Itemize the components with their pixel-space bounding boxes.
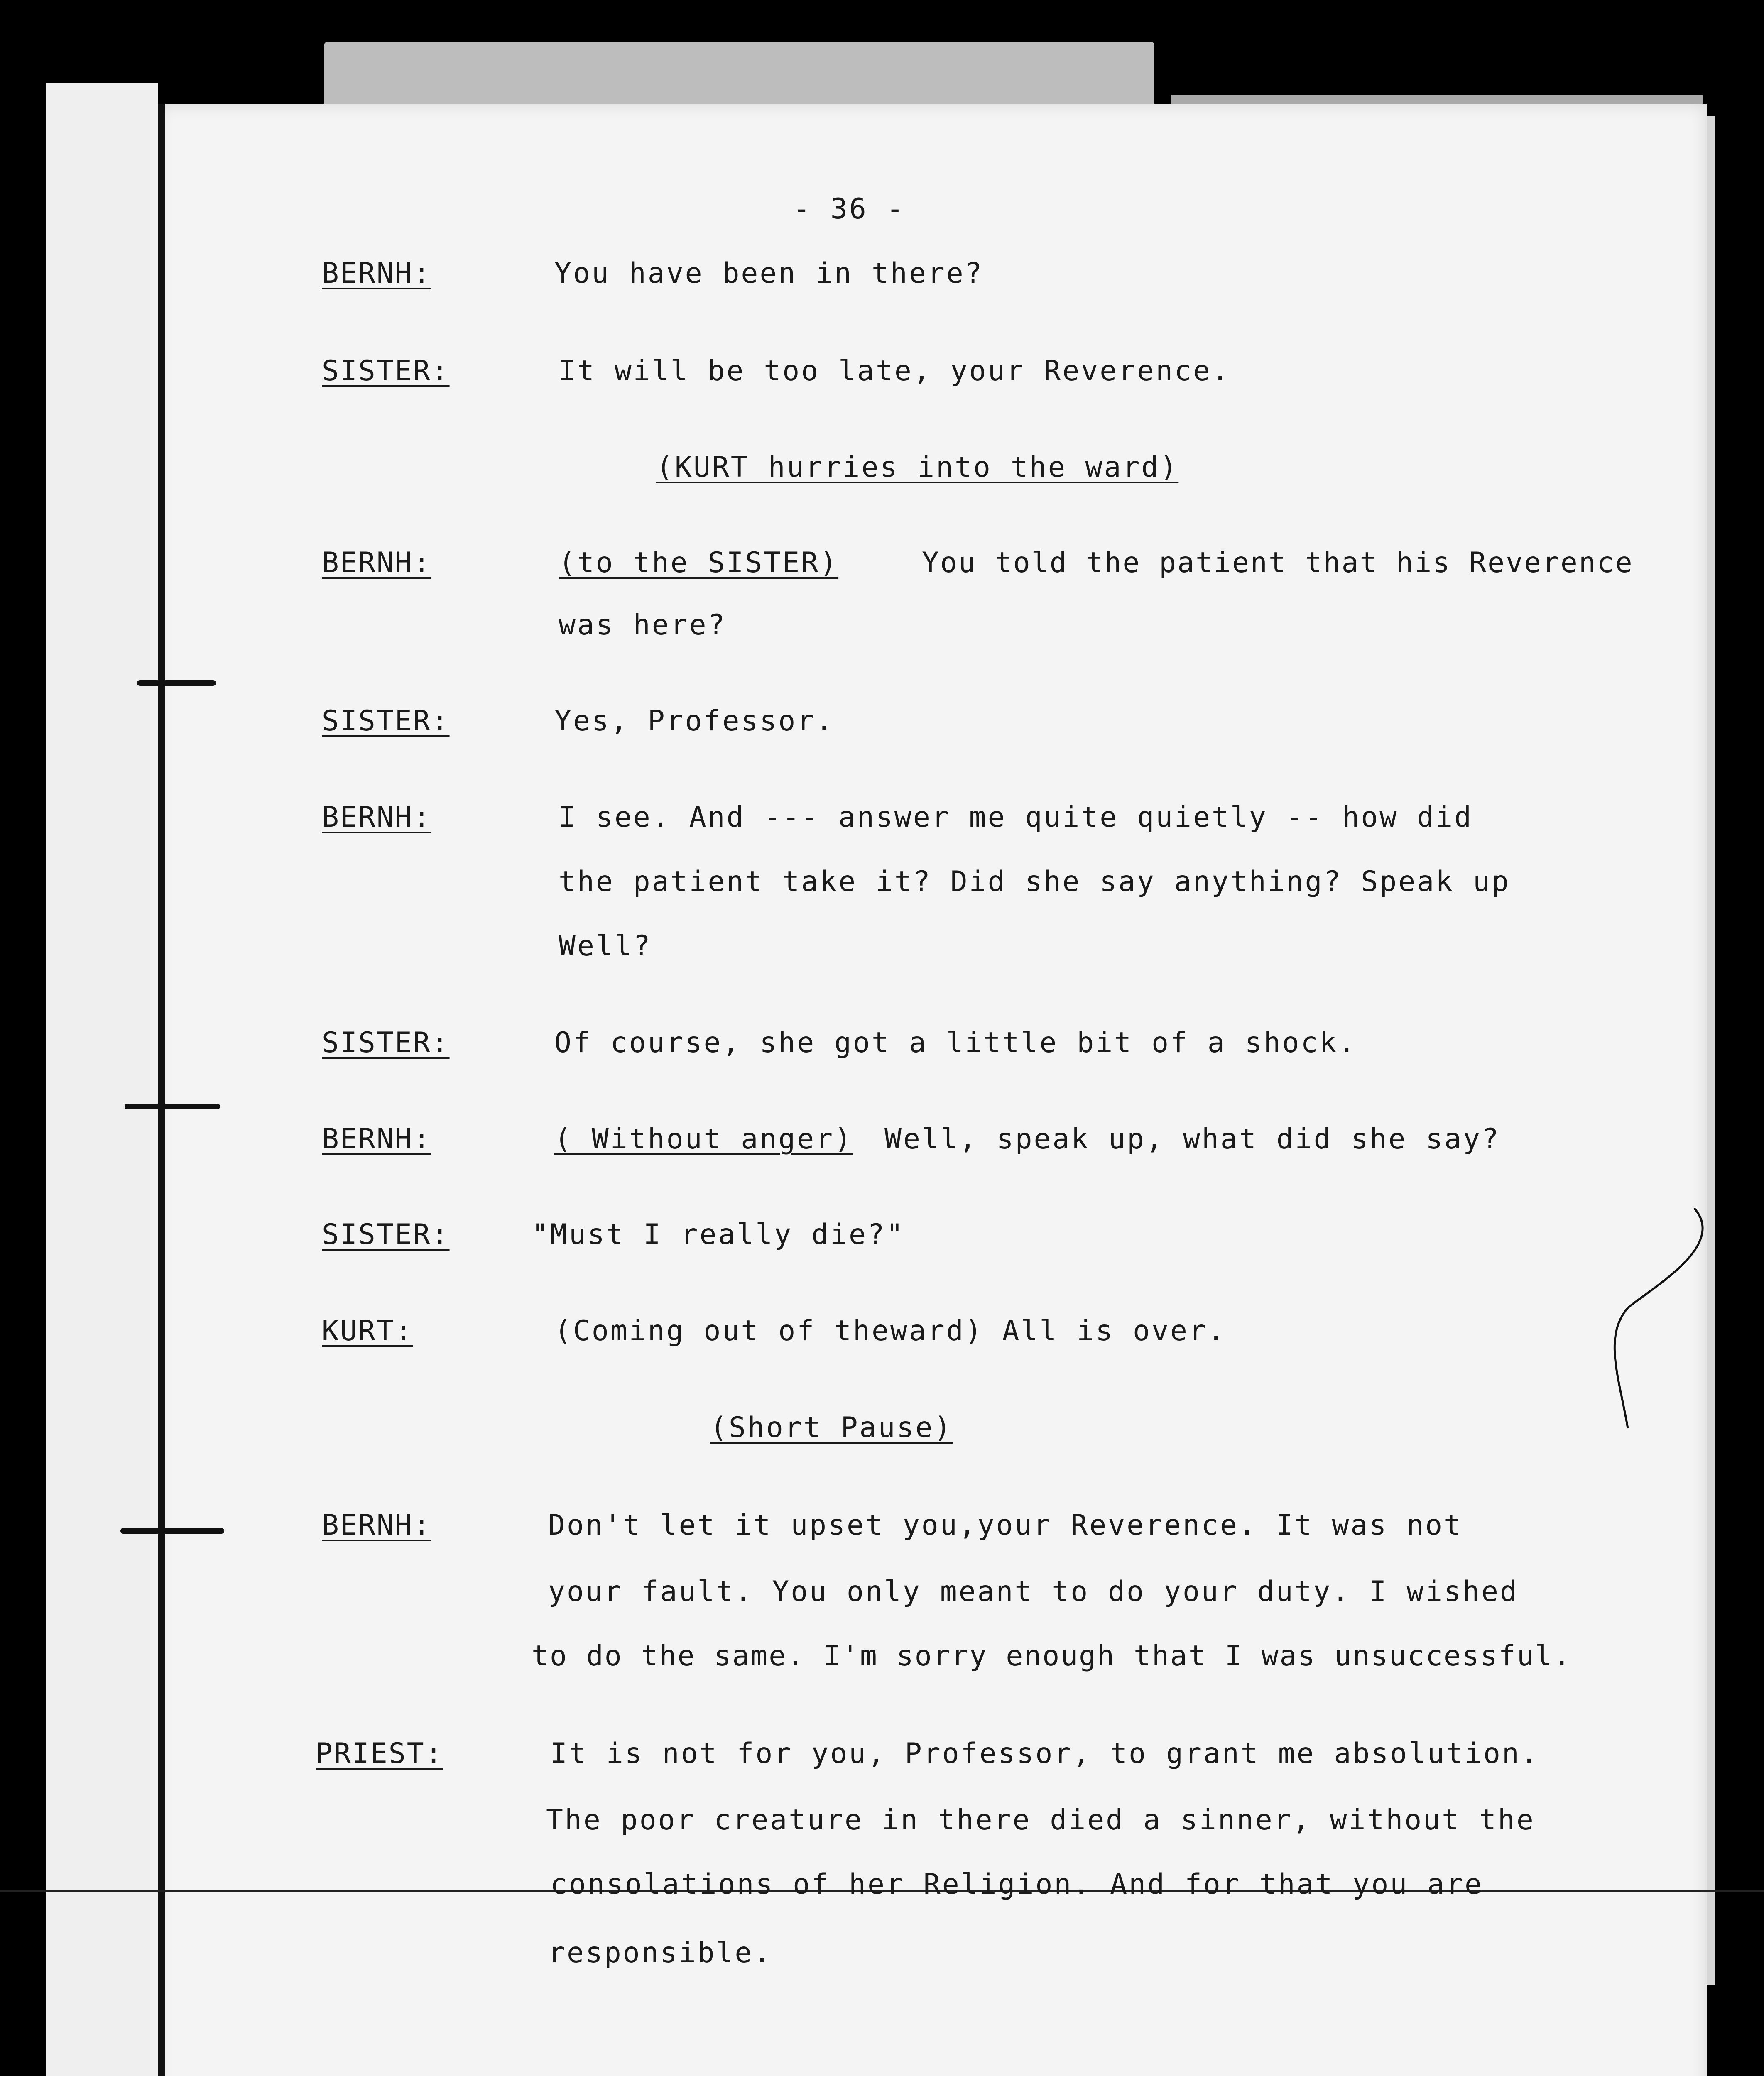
- binding-line: [158, 104, 165, 2076]
- speaker-label: [322, 803, 431, 832]
- dialogue-line: your fault. You only meant to do your duty. I wished: [548, 1575, 1519, 1608]
- speaker-name: SISTER:: [322, 1026, 450, 1059]
- speaker-label: [322, 707, 450, 735]
- torn-left-margin: [46, 83, 158, 2076]
- dialogue-line: Yes, Professor.: [554, 705, 835, 737]
- speaker-name: BERNH:: [322, 546, 431, 579]
- speaker-name: SISTER:: [322, 1218, 450, 1251]
- speaker-name: BERNH:: [322, 801, 431, 834]
- dialogue-line: responsible.: [548, 1936, 772, 1969]
- pencil-scribble: [1603, 1204, 1711, 1437]
- stage-direction-text: (KURT hurries into the ward): [656, 451, 1179, 484]
- stage-inline-text: (to the SISTER): [559, 546, 839, 579]
- dialogue-line: the patient take it? Did she say anything? Speak up: [559, 865, 1510, 898]
- dialogue-line: Don't let it upset you,your Reverence. It was not: [548, 1509, 1463, 1542]
- back-sheet: [324, 42, 1154, 108]
- stage-direction-inline: [554, 1123, 853, 1156]
- speaker-name: SISTER:: [322, 705, 450, 737]
- dialogue-line: consolations of her Religion. And for that you are: [550, 1868, 1483, 1901]
- dialogue-line: The poor creature in there died a sinner, without the: [546, 1804, 1535, 1836]
- speaker-name: PRIEST:: [316, 1737, 443, 1770]
- stage-direction-text: (Short Pause): [710, 1411, 953, 1444]
- speaker-label: [322, 357, 450, 385]
- page-right-edge: [1707, 116, 1715, 1985]
- dialogue-line: You have been in there?: [554, 257, 984, 290]
- binding-mark: [125, 1104, 220, 1109]
- speaker-name: KURT:: [322, 1315, 413, 1347]
- speaker-label: [322, 1123, 431, 1156]
- stage-direction: [656, 453, 1178, 482]
- dialogue-line: was here?: [559, 609, 727, 641]
- dialogue-line: (Coming out of theward) All is over.: [554, 1315, 1226, 1347]
- stage-inline-text: ( Without anger): [554, 1123, 853, 1156]
- binding-mark: [137, 680, 216, 686]
- speaker-label: [322, 1218, 450, 1251]
- dialogue-line: I see. And --- answer me quite quietly -- how did: [559, 801, 1473, 834]
- speaker-label: [322, 1026, 450, 1059]
- dialogue-line: It is not for you, Professor, to grant me absolution.: [550, 1737, 1539, 1770]
- dialogue-line: Well?: [559, 930, 652, 962]
- dialogue-line: You told the patient that his Reverence: [922, 546, 1634, 579]
- speaker-label: [322, 257, 431, 290]
- speaker-name: BERNH:: [322, 257, 431, 290]
- speaker-name: SISTER:: [322, 355, 450, 387]
- dialogue-line: to do the same. I'm sorry enough that I was unsuccessful.: [532, 1640, 1572, 1672]
- dialogue-line: It will be too late, your Reverence.: [559, 355, 1230, 387]
- dialogue-line: "Must I really die?": [532, 1218, 905, 1251]
- dialogue-line: Well, speak up, what did she say?: [884, 1123, 1501, 1156]
- speaker-label: [316, 1737, 443, 1770]
- speaker-name: BERNH:: [322, 1509, 431, 1542]
- dialogue-line: Of course, she got a little bit of a shock.: [554, 1026, 1357, 1059]
- speaker-label: [322, 546, 431, 579]
- binding-mark: [120, 1528, 224, 1534]
- speaker-name: BERNH:: [322, 1123, 431, 1156]
- document-page: [158, 104, 1707, 2076]
- page-number: - 36 -: [793, 193, 905, 225]
- stage-direction-inline: [559, 546, 839, 579]
- stage-direction: [710, 1411, 953, 1444]
- speaker-label: [322, 1317, 413, 1345]
- speaker-label: [322, 1511, 431, 1540]
